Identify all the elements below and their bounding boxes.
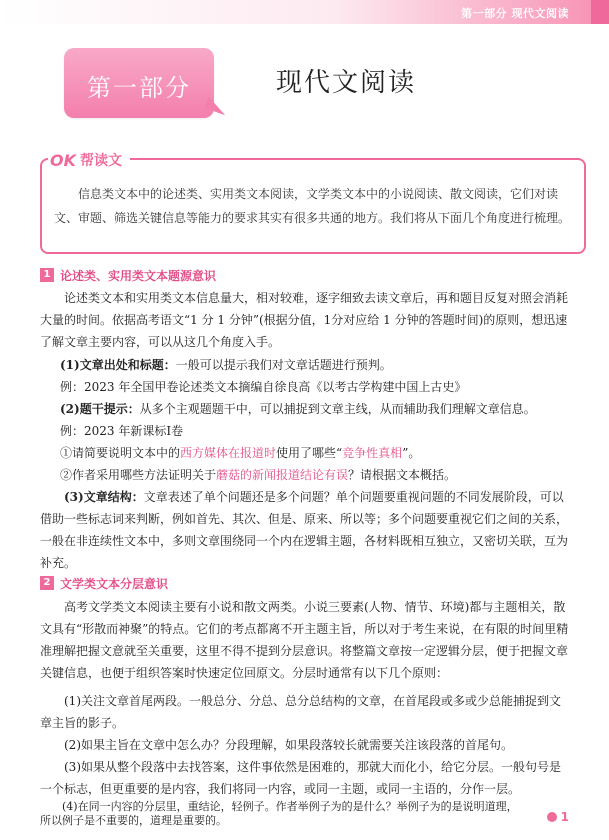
question-1-highlight-2: 竞争性真相 bbox=[342, 446, 403, 460]
ok-tag-text: 帮读文 bbox=[80, 153, 122, 169]
ok-box-text: 信息类文本中的论述类、实用类文本阅读，文学类文本中的小说阅读、散文阅读，它们对读文、审题、筛选关键信息等能力的要求其实有很多共通的地方。我们将从下面几个角度进行梳理。 bbox=[54, 187, 571, 225]
page-dot-icon bbox=[547, 812, 557, 822]
section-2-title: 文学类文本分层意识 bbox=[60, 576, 169, 591]
section-2-heading bbox=[40, 574, 168, 592]
section-1-point-2 bbox=[60, 400, 570, 417]
question-1-mid: 使用了哪些“ bbox=[276, 446, 343, 460]
page-number bbox=[547, 810, 569, 824]
section-1-example-2: 例：2023 年新课标Ⅰ卷 bbox=[60, 424, 184, 438]
page-title: 现代文阅读 bbox=[276, 68, 417, 98]
section-2-number: 2 bbox=[40, 576, 54, 590]
part-badge bbox=[64, 48, 214, 118]
question-1 bbox=[60, 444, 570, 461]
ok-reading-tag bbox=[48, 150, 130, 170]
section-1-example-1: 例：2023 年全国甲卷论述类文本摘编自徐良高《以考古学构建中国上古史》 bbox=[60, 380, 467, 394]
question-2-post: ？请根据文本概括。 bbox=[348, 468, 457, 482]
question-1-post: ”。 bbox=[402, 446, 421, 460]
rule-2: (2)如果主旨在文章中怎么办？分段理解，如果段落较长就需要关注该段落的首尾句。 bbox=[64, 738, 514, 752]
question-1-highlight-1: 西方媒体在报道时 bbox=[180, 446, 277, 460]
point-3-label: (3)文章结构： bbox=[64, 490, 144, 504]
part-label: 第一部分 bbox=[87, 74, 191, 102]
point-1-text: 一般可以提示我们对文章话题进行预判。 bbox=[175, 358, 392, 372]
section-1-number: 1 bbox=[40, 268, 54, 282]
section-1-point-3 bbox=[40, 486, 570, 574]
page-number-text: 1 bbox=[560, 810, 569, 824]
section-1-heading bbox=[40, 266, 216, 284]
running-header-title: 第一部分 现代文阅读 bbox=[461, 7, 569, 20]
header-accent-block bbox=[591, 0, 609, 24]
section-1-point-1 bbox=[60, 356, 570, 373]
section-1-title: 论述类、实用类文本题源意识 bbox=[60, 268, 217, 283]
section-2-intro: 高考文学类文本阅读主要有小说和散文两类。小说三要素(人物、情节、环境)都与主题相关，散文具有“形散而神聚”的特点。它们的考点都离不开主题主旨，所以对于考生来说，在有限的时间里精准理解把握文意就至关重要，这里不得不提到分层意识。将整篇文章按一定逻辑分层，便于把握文章关键信息，也便于组织答案时快速定位回原文。分层时通常有以下几个原则： bbox=[40, 600, 569, 680]
point-3-text: 文章表述了单个问题还是多个问题？单个问题要重视问题的不同发展阶段，可以借助一些标志词来判断，例如首先、其次、但是、原来、所以等；多个问题要重视它们之间的关系，一般在非连续性文本中，多则文章围绕同一个内在逻辑主题，各材料既相互独立，又密切关联，互为补充。 bbox=[40, 490, 569, 570]
ok-logo: OK bbox=[50, 150, 76, 170]
question-2-highlight: 蘑菇的新闻报道结论有误 bbox=[216, 468, 349, 482]
point-1-label: (1)文章出处和标题： bbox=[60, 358, 176, 372]
point-2-label: (2)题干提示： bbox=[60, 402, 140, 416]
rule-1: (1)关注文章首尾两段。一般总分、分总、总分总结构的文章，在首尾段或多或少总能捕捉到文章主旨的影子。 bbox=[40, 694, 562, 730]
running-header-bar bbox=[0, 0, 609, 24]
section-1-intro: 论述类文本和实用类文本信息量大，相对较难，逐字细致去读文章后，再和题目反复对照会消耗大量的时间。依据高考语文“1 分 1 分钟”(根据分值，1分对应给 1 分钟的答题时间)的原则，想迅速了解文章主要内容，可以从这几个角度入手。 bbox=[40, 291, 569, 349]
rule-4: (4)在同一内容的分层里，重结论，轻例子。作者举例子为的是什么？举例子为的是说明道理，所以例子是不重要的，道理是重要的。 bbox=[40, 800, 518, 827]
point-2-text: 从多个主观题题干中，可以捕捉到文章主线，从而辅助我们理解文章信息。 bbox=[139, 402, 536, 416]
question-1-pre: ①请简要说明文本中的 bbox=[60, 446, 181, 460]
question-2-pre: ②作者采用哪些方法证明关于 bbox=[60, 468, 217, 482]
rule-3: (3)如果从整个段落中去找答案，这件事依然是困难的，那就大而化小，给它分层。一般句号是一个标志，但更重要的是内容，我们将同一内容，或同一主题，或同一主语的，分作一层。 bbox=[40, 760, 562, 796]
question-2 bbox=[60, 466, 570, 483]
